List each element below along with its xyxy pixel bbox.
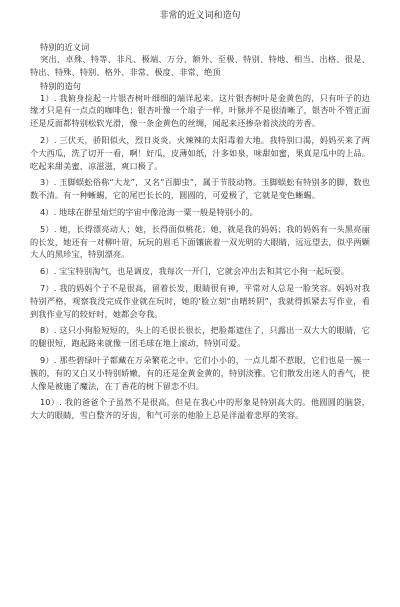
synonyms-heading: 特别的近义词 xyxy=(40,42,90,52)
example-sentence-9: 9）. 那些碧绿叶子都藏在万朵繁花之中。它们小小的，一点儿都不惹眼，它们也是一簇一簇的，有的又白又小特别娇嫩，有的还是金黄金黄的，特别淡雅。它们散发出迷人的香气，使人像是被施了魔法，在丁香花的树下留恋不归。 xyxy=(30,354,370,391)
example-sentence-10: 10）. 我的爸爸个子虽然不是很高，但是在我心中的形象是特别高大的。他圆圆的脑袋，大大的眼睛，雪白整齐的牙齿，和气可亲的他脸上总是洋溢着悲厚的笑容。 xyxy=(30,397,370,421)
example-sentence-8: 8）. 这只小狗脸短短的，头上的毛很长很长，把脸都遮住了，只露出一双大大的眼睛，它的腿很短，跑起路来就像一团毛球在地上滚动，特别可爱。 xyxy=(30,325,370,349)
example-sentence-7: 7）. 我的妈妈个子不是很高，留着长发，眼睛很有神，平常对人总是一脸笑容。妈妈对我特别严格，观察我没完成作业就在玩时，她的‘脸立刻“由晴转阴”，我就得抓紧去写作业，看到我作业写的较好时，她都会夸我。 xyxy=(30,282,370,319)
page-title: 非常的近义词和造句 xyxy=(159,11,241,21)
example-sentence-4: 4）. 地球在群星灿烂的宇宙中像沧海一粟一般是特别小的。 xyxy=(40,206,258,217)
synonyms-list: 突出、卓殊、特等、非凡、极端、万分、额外、至极、特别、特地、相当、出格、很是、特出、特殊、特别、格外、非常、极度、非常、绝顶 xyxy=(30,54,370,77)
examples-heading: 特别的造句 xyxy=(40,80,81,91)
example-sentence-5: 5）. 她，长得漂亮动人；她，长得面似桃花；她，就是我的妈妈；我的妈妈有一头黑亮丽的长发，她还有一对柳叶眉，玩玩的眉毛下面镶嵌着一双光明的大眼睛，远远望去，似乎两颗大人的黑珍宝，特别漂亮。 xyxy=(30,223,370,260)
example-sentence-1: 1）. 我俯身捡起一片银杏树叶细细的端详起来。这片银杏树叶是金黄色的，只有叶子的边缘才只是有一点点的咖啡色；银杏叶像一个扇子一样，叶脉并不是很清晰了，银杏叶不管正面还是反面都特别松软光滑，像一条金黄色的丝绸，闻起来还掺杂着淡淡的芳香。 xyxy=(30,92,370,129)
example-sentence-3: 3）. 玉脚蜈蚣俗称“大龙”，又名“百脚虫”，属于节肢动物。玉脚蜈蚣有特别多的脚，数也数不清。有一种蜥蜴，它的尾巴长长的，圆圆的，可爱极了，它就是变色蜥蜴。 xyxy=(30,177,370,201)
example-sentence-6: 6）. 宝宝特别淘气，也是调皮，我每次一开门，它就会冲出去和其它小狗一起玩耍。 xyxy=(40,266,350,277)
example-sentences-list xyxy=(30,92,370,422)
example-sentence-2: 2）. 三伏天，骄阳似火，烈日炎炎。火辣辣的太阳毒着大地。我特别口渴，妈妈买来了两个大西瓜，洗了切开一看，啊！好瓜，皮薄如纸，汁多如泉，味甜如蜜，果真是瓜中的上品。吃起来甜美蜜、凉滋滋，爽口极了。 xyxy=(30,134,370,171)
